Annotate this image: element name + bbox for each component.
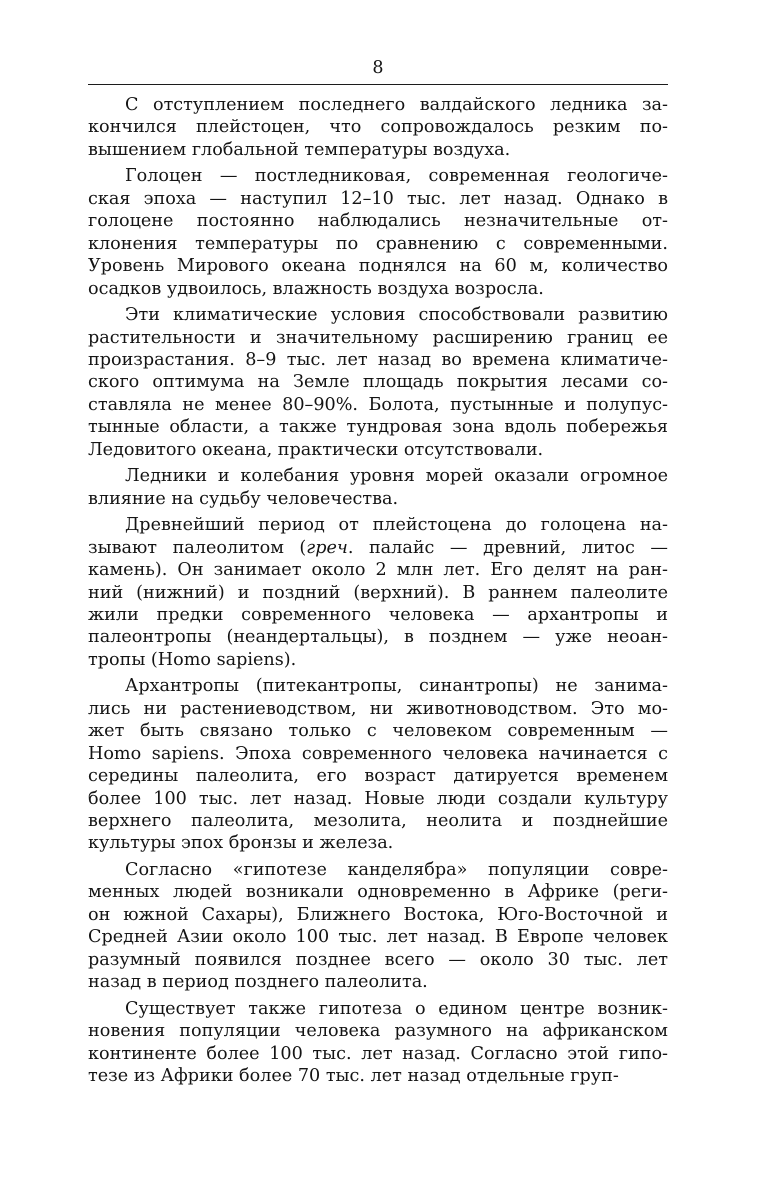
- text-line: [88, 537, 668, 559]
- text-line: более 100 тыс. лет назад. Новые люди создали культуру: [88, 788, 668, 809]
- text-line: менных людей возникали одновременно в Африке (реги-: [88, 882, 668, 903]
- text-line: Согласно «гипотезе канделябра» популяции совре-: [125, 860, 668, 880]
- text-fragment: камень). Он занимает около 2 млн лет. Его делят на ран-: [88, 560, 668, 581]
- paragraph: [88, 675, 668, 855]
- text-line: осадков удвоилось, влажность воздуха возросла.: [88, 278, 544, 299]
- text-line: [88, 514, 668, 536]
- text-line: [88, 604, 668, 626]
- text-line: произрастания. 8–9 тыс. лет назад во времена климатиче-: [88, 350, 668, 370]
- book-page: [88, 56, 668, 1092]
- text-fragment: . палайс — древний, литос —: [347, 537, 668, 558]
- text-line: Ледовитого океана, практически отсутствовали.: [88, 439, 544, 460]
- text-line: [88, 626, 668, 648]
- text-line: тынные области, а также тундровая зона вдоль побережья: [88, 417, 668, 438]
- text-line: Ледники и колебания уровня морей оказали огромное: [125, 466, 668, 487]
- text-line: Уровень Мирового океана поднялся на 60 м, количество: [88, 256, 668, 277]
- text-fragment: жили предки современного человека — архантропы и: [88, 605, 668, 625]
- text-line: вышением глобальной температуры воздуха.: [88, 139, 511, 160]
- text-line: Эти климатические условия способствовали развитию: [125, 305, 668, 326]
- text-line: он южной Сахары), Ближнего Востока, Юго-Восточной и: [88, 904, 668, 925]
- text-line: ского оптимума на Земле площадь покрытия лесами со-: [88, 372, 668, 393]
- paragraph: [88, 859, 668, 994]
- page-number: 8: [372, 58, 384, 78]
- text-line: Голоцен — постледниковая, современная геологиче-: [125, 166, 668, 187]
- text-fragment: зывают палеолитом (: [88, 537, 307, 558]
- paragraph: [88, 165, 668, 300]
- text-line: голоцене постоянно наблюдались незначительные от-: [88, 211, 668, 232]
- text-line: континенте более 100 тыс. лет назад. Согласно этой гипо-: [88, 1043, 668, 1064]
- text-fragment: тропы (Homo sapiens).: [88, 649, 297, 670]
- paragraph: [88, 94, 668, 161]
- text-line: [88, 649, 668, 671]
- text-line: жет быть связано только с человеком современным —: [88, 721, 668, 742]
- text-line: верхнего палеолита, мезолита, неолита и позднейшие: [88, 811, 668, 832]
- text-line: назад в период позднего палеолита.: [88, 972, 428, 993]
- text-line: Существует также гипотеза о едином центре возник-: [125, 998, 668, 1019]
- text-line: С отступлением последнего валдайского ледника за-: [125, 95, 668, 115]
- text-line: растительности и значительному расширению границ ее: [88, 327, 668, 348]
- text-line: Архантропы (питекантропы, синантропы) не занима-: [125, 676, 668, 697]
- text-line: разумный появился позднее всего — около 30 тыс. лет: [88, 949, 668, 970]
- paragraph: [88, 998, 668, 1088]
- body-text: [88, 94, 668, 1087]
- text-fragment: Древнейший период от плейстоцена до голоцена на-: [125, 515, 668, 536]
- text-line: лись ни растениеводством, ни животноводством. Это мо-: [88, 698, 668, 719]
- emphasis-text: греч: [306, 537, 348, 558]
- text-line: [88, 559, 668, 581]
- text-line: влияние на судьбу человечества.: [88, 488, 399, 509]
- text-line: новения популяции человека разумного на африканском: [88, 1021, 668, 1042]
- text-line: тезе из Африки более 70 тыс. лет назад отдельные груп-: [88, 1066, 619, 1087]
- text-line: культуры эпох бронзы и железа.: [88, 833, 394, 854]
- text-line: ставляла не менее 80–90%. Болота, пустынные и полупус-: [88, 394, 668, 415]
- text-fragment: палеонтропы (неандертальцы), в позднем — уже неоан-: [88, 627, 668, 648]
- text-line: клонения температуры по сравнению с современными.: [88, 233, 668, 254]
- text-line: Средней Азии около 100 тыс. лет назад. В Европе человек: [88, 927, 668, 948]
- paragraph: [88, 514, 668, 671]
- text-line: [88, 582, 668, 604]
- text-line: Homo sapiens. Эпоха современного человека начинается с: [88, 743, 668, 764]
- text-line: кончился плейстоцен, что сопровождалось резким по-: [88, 117, 668, 138]
- text-fragment: ний (нижний) и поздний (верхний). В раннем палеолите: [88, 582, 668, 603]
- page-header: [88, 56, 668, 85]
- text-line: ская эпоха — наступил 12–10 тыс. лет назад. Однако в: [88, 188, 668, 209]
- paragraph: [88, 304, 668, 461]
- paragraph: [88, 465, 668, 510]
- text-line: середины палеолита, его возраст датируется временем: [88, 766, 668, 787]
